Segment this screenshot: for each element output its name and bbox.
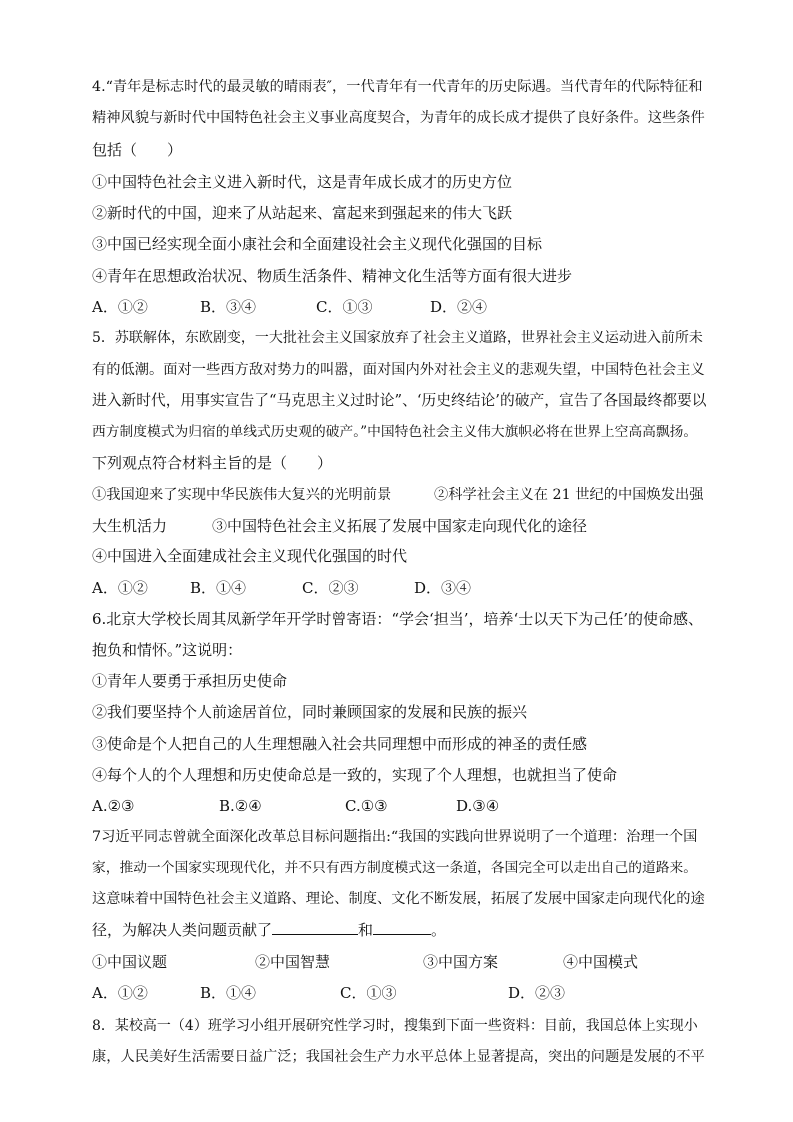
q4-option-b[interactable]: B．③④ bbox=[200, 298, 257, 316]
q6-stem-line: 抱负和情怀。”这说明： bbox=[92, 641, 243, 659]
q5-option-a[interactable]: A．①② bbox=[92, 579, 148, 597]
q5-statement: ①我国迎来了实现中华民族伟大复兴的光明前景 ②科学社会主义在 21 世纪的中国焕发出强 bbox=[92, 487, 704, 503]
q4-statement: ③中国已经实现全面小康社会和全面建设社会主义现代化强国的目标 bbox=[92, 235, 543, 253]
q4-option-c[interactable]: C．①③ bbox=[316, 298, 373, 316]
q6-option-d[interactable]: D.③④ bbox=[456, 797, 500, 815]
q4-option-d[interactable]: D．②④ bbox=[430, 298, 488, 316]
q7-stem-line: 家，推动一个国家实现现代化，并不只有西方制度模式这一条道，各国完全可以走出自己的道路来。 bbox=[92, 860, 698, 876]
q5-stem-line: 西方制度模式为归宿的单线式历史观的破产。”中国特色社会主义伟大旗帜必将在世界上空高高飘扬。 bbox=[92, 424, 698, 440]
q7-option-d[interactable]: D．②③ bbox=[508, 984, 566, 1002]
q7-choice-2: ②中国智慧 bbox=[255, 953, 331, 971]
q8-stem-line: 康，人民美好生活需要日益广泛；我国社会生产力水平总体上显著提高，突出的问题是发展的不平 bbox=[92, 1049, 705, 1065]
q5-stem-line: 有的低潮。面对一些西方敌对势力的叫嚣，面对国内外对社会主义的悲观失望，中国特色社会主义 bbox=[92, 362, 705, 378]
q4-stem-line: 精神风貌与新时代中国特色社会主义事业高度契合，为青年的成长成才提供了良好条件。这些条件 bbox=[92, 110, 705, 126]
q7-choice-1: ①中国议题 bbox=[92, 953, 168, 971]
q6-statement: ④每个人的个人理想和历史使命总是一致的，实现了个人理想，也就担当了使命 bbox=[92, 766, 618, 784]
q6-option-a[interactable]: A.②③ bbox=[92, 797, 135, 815]
q4-option-a[interactable]: A．①② bbox=[92, 298, 148, 316]
q6-statement: ①青年人要勇于承担历史使命 bbox=[92, 672, 288, 690]
answer-blank-1[interactable] bbox=[272, 920, 358, 935]
q5-option-b[interactable]: B．①④ bbox=[190, 579, 247, 597]
q4-stem-line: 4.“青年是标志时代的最灵敏的晴雨表″，一代青年有一代青年的历史际遇。当代青年的代际特征和 bbox=[92, 79, 703, 95]
q5-stem-line: 5．苏联解体，东欧剧变，一大批社会主义国家放弃了社会主义道路，世界社会主义运动进入前所未 bbox=[92, 330, 703, 346]
q7-option-a[interactable]: A．①② bbox=[92, 984, 148, 1002]
q7-choice-3: ③中国方案 bbox=[423, 953, 499, 971]
q5-stem-line: 下列观点符合材料主旨的是（ ） bbox=[92, 454, 333, 472]
q4-statement: ①中国特色社会主义进入新时代，这是青年成长成才的历史方位 bbox=[92, 173, 513, 191]
q7-last-end: 。 bbox=[431, 921, 447, 939]
q7-stem-line: 这意味着中国特色社会主义道路、理论、制度、文化不断发展，拓展了发展中国家走向现代化的途 bbox=[92, 891, 705, 907]
q4-statement: ②新时代的中国，迎来了从站起来、富起来到强起来的伟大飞跃 bbox=[92, 204, 513, 222]
q8-stem-line: 8．某校高一（4）班学习小组开展研究性学习时，搜集到下面一些资料：目前，我国总体上实现小 bbox=[92, 1018, 698, 1034]
q4-stem-line: 包括（ ） bbox=[92, 141, 183, 159]
q5-statement: ④中国进入全面建成社会主义现代化强国的时代 bbox=[92, 547, 408, 565]
q7-stem-line: 7习近平同志曾就全面深化改革总目标问题指出:“我国的实践向世界说明了一个道理：治理一个国 bbox=[92, 829, 698, 845]
q5-option-d[interactable]: D．③④ bbox=[414, 579, 472, 597]
q7-stem-line-with-blanks bbox=[92, 920, 446, 940]
q7-option-c[interactable]: C．①③ bbox=[340, 984, 397, 1002]
q6-statement: ③使命是个人把自己的人生理想融入社会共同理想中而形成的神圣的责任感 bbox=[92, 735, 588, 753]
q6-statement: ②我们要坚持个人前途居首位，同时兼顾国家的发展和民族的振兴 bbox=[92, 703, 528, 721]
q4-statement: ④青年在思想政治状况、物质生活条件、精神文化生活等方面有很大进步 bbox=[92, 267, 573, 285]
q7-last-mid: 和 bbox=[358, 921, 374, 939]
q5-statement: 大生机活力 ③中国特色社会主义拓展了发展中国家走向现代化的途径 bbox=[92, 517, 588, 535]
answer-blank-2[interactable] bbox=[373, 920, 431, 935]
q6-stem-line: 6.北京大学校长周其凤新学年开学时曾寄语：“学会‘担当’，培养‘士以天下为己任’的使命感、 bbox=[92, 610, 704, 628]
q5-stem-line: 进入新时代，用事实宣告了“马克思主义过时论”、‘历史终结论’的破产，宣告了各国最终都要以 bbox=[92, 392, 707, 409]
q7-choice-4: ④中国模式 bbox=[563, 953, 639, 971]
q5-option-c[interactable]: C．②③ bbox=[302, 579, 359, 597]
q6-option-b[interactable]: B.②④ bbox=[219, 797, 262, 815]
q6-option-c[interactable]: C.①③ bbox=[345, 797, 388, 815]
q7-last-prefix: 径，为解决人类问题贡献了 bbox=[92, 921, 273, 939]
q7-option-b[interactable]: B．①④ bbox=[200, 984, 257, 1002]
